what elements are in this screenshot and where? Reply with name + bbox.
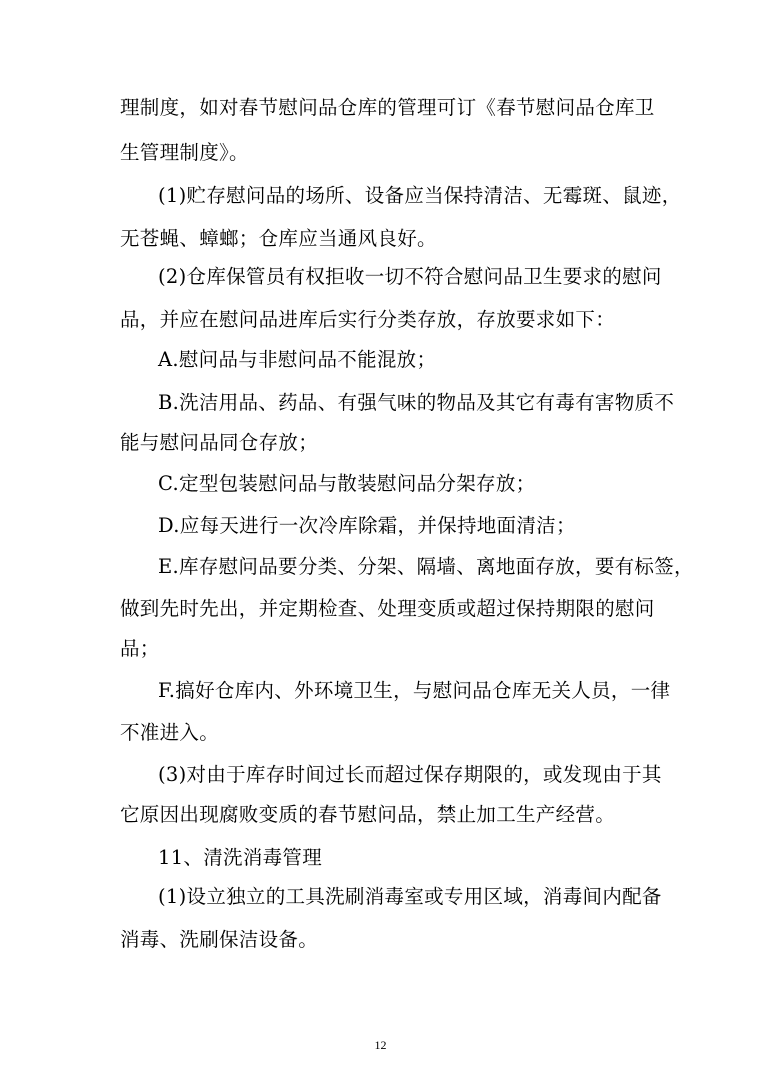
text-line-12: E.库存慰问品要分类、分架、隔墙、离地面存放，要有标签， (158, 555, 694, 578)
text-line-10: C.定型包装慰问品与散装慰问品分架存放； (158, 472, 536, 495)
text-line-11: D.应每天进行一次冷库除霜，并保持地面清洁； (158, 514, 576, 537)
text-line-7: A.慰问品与非慰问品不能混放； (158, 348, 437, 371)
text-line-19: 11、清洗消毒管理 (158, 846, 323, 869)
text-line-8: B.洗洁用品、药品、有强气味的物品及其它有毒有害物质不 (158, 391, 675, 414)
text-line-6: 品，并应在慰问品进库后实行分类存放，存放要求如下： (120, 308, 616, 331)
text-line-3: (1)贮存慰问品的场所、设备应当保持清洁、无霉斑、鼠迹， (158, 184, 682, 207)
text-line-4: 无苍蝇、蟑螂；仓库应当通风良好。 (120, 227, 437, 250)
text-line-18: 它原因出现腐败变质的春节慰问品，禁止加工生产经营。 (120, 803, 616, 826)
text-line-16: 不准进入。 (120, 721, 220, 744)
text-line-9: 能与慰问品同仓存放； (120, 431, 319, 454)
text-line-14: 品； (120, 637, 160, 660)
text-line-17: (3)对由于库存时间过长而超过保存期限的，或发现由于其 (158, 763, 662, 786)
page-number: 12 (374, 1038, 387, 1052)
text-line-20: (1)设立独立的工具洗刷消毒室或专用区域，消毒间内配备 (158, 885, 662, 908)
text-line-13: 做到先时先出，并定期检查、处理变质或超过保持期限的慰问 (120, 597, 655, 620)
text-line-2: 生管理制度》。 (120, 141, 249, 164)
text-line-15: F.搞好仓库内、外环境卫生，与慰问品仓库无关人员，一律 (158, 679, 671, 702)
text-line-1: 理制度，如对春节慰问品仓库的管理可订《春节慰问品仓库卫 (120, 96, 655, 119)
text-line-5: (2)仓库保管员有权拒收一切不符合慰问品卫生要求的慰问 (158, 265, 662, 288)
text-line-21: 消毒、洗刷保洁设备。 (120, 928, 319, 951)
